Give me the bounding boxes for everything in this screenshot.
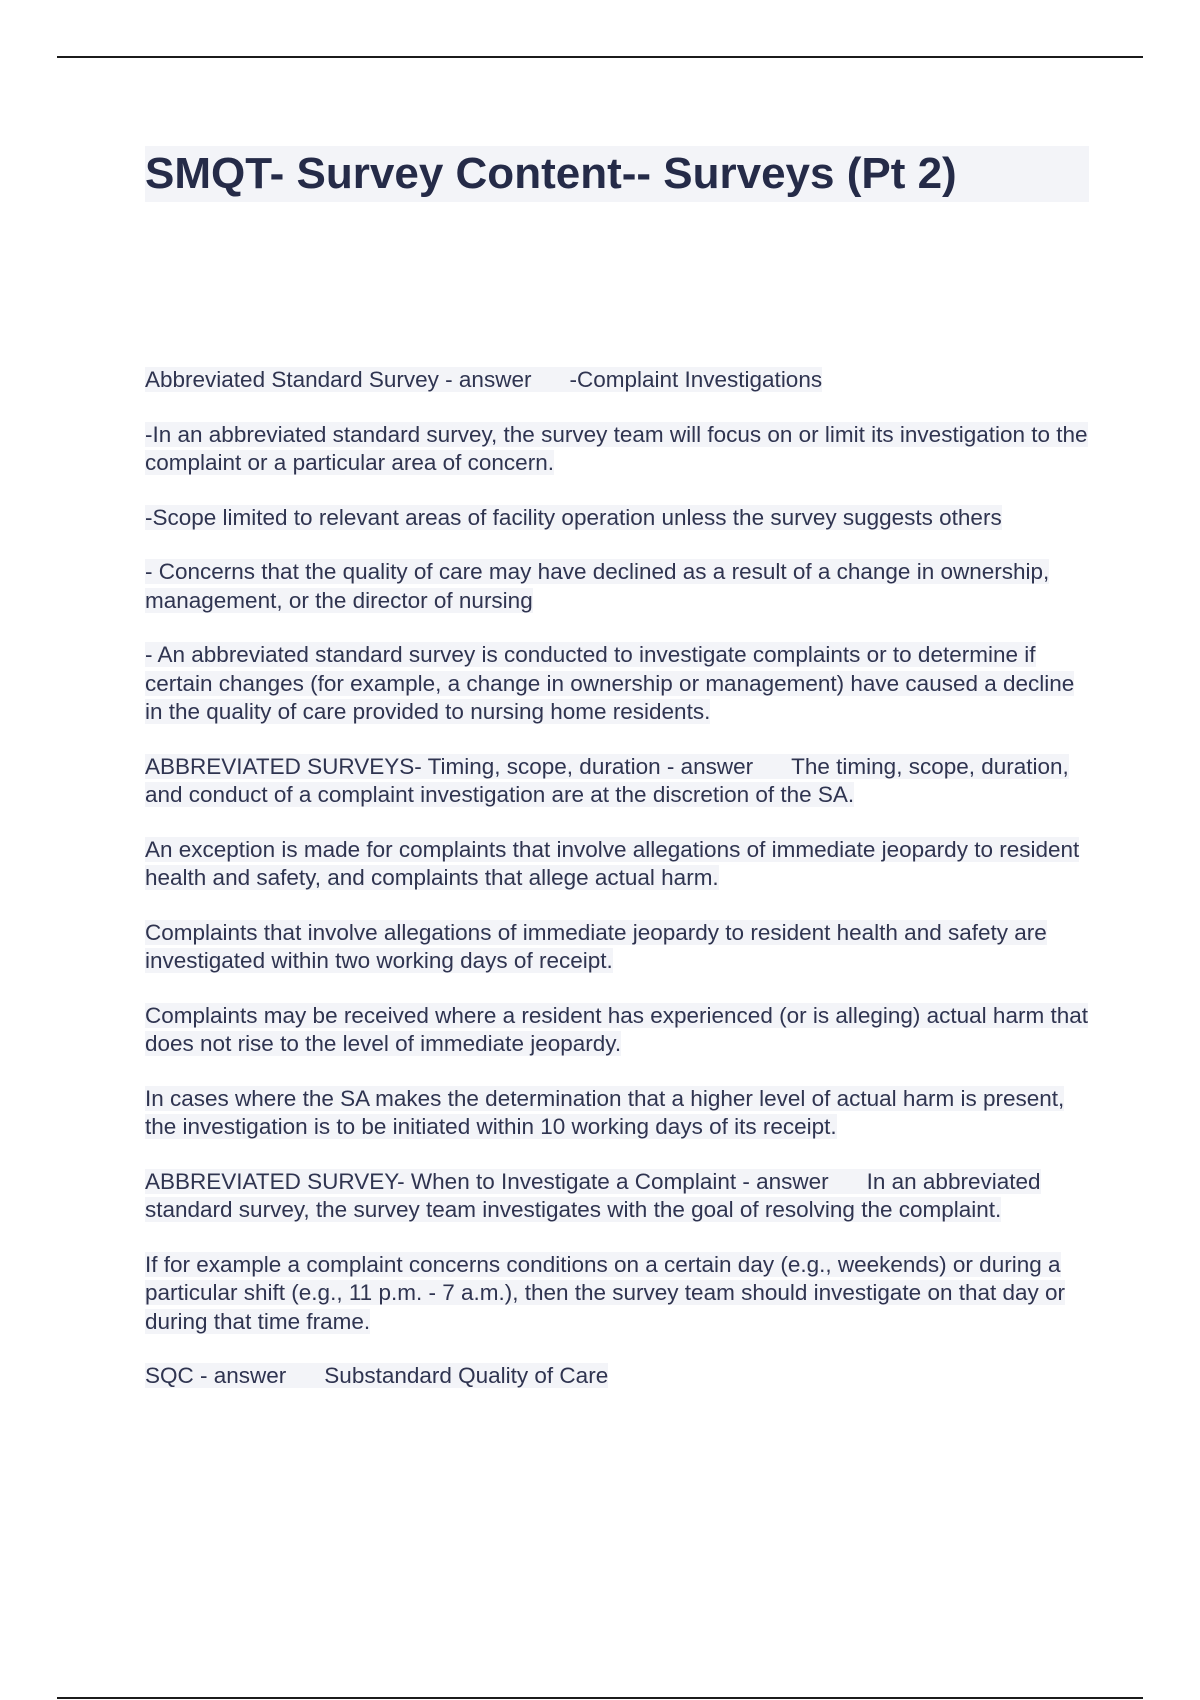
qa-term: SQC - answer [145, 1363, 287, 1388]
qa-paragraph: -Scope limited to relevant areas of facility operation unless the survey suggests others [145, 504, 1002, 530]
qa-paragraph: -In an abbreviated standard survey, the survey team will focus on or limit its investigation to the complaint or a particular area of concern. [145, 421, 1088, 475]
page-title: SMQT- Survey Content-- Surveys (Pt 2) [145, 149, 957, 198]
qa-entry-when-to-investigate [145, 1168, 1090, 1225]
qa-paragraph: If for example a complaint concerns conditions on a certain day (e.g., weekends) or during a particular shift (e.g., 11 p.m. - 7 a.m.), then the survey team should investigate on that day or during that time frame. [145, 1251, 1066, 1334]
qa-entry-abbreviated-surveys-timing [145, 753, 1090, 810]
bottom-rule [57, 1697, 1143, 1699]
qa-paragraph: - Concerns that the quality of care may have declined as a result of a change in ownership, management, or the director of nursing [145, 559, 1050, 613]
qa-term: ABBREVIATED SURVEY- When to Investigate a Complaint - answer [145, 1168, 829, 1194]
qa-term: Abbreviated Standard Survey - answer [145, 367, 532, 392]
qa-answer: Substandard Quality of Care [324, 1363, 609, 1388]
qa-paragraph: An exception is made for complaints that involve allegations of immediate jeopardy to resident health and safety, and complaints that allege actual harm. [145, 836, 1080, 890]
qa-term: ABBREVIATED SURVEYS- Timing, scope, duration - answer [145, 753, 754, 779]
document-body [145, 366, 1090, 1417]
qa-entry-sqc [145, 1362, 1090, 1391]
top-rule [57, 56, 1143, 58]
qa-entry-abbreviated-standard-survey [145, 366, 1090, 395]
qa-paragraph: - An abbreviated standard survey is conducted to investigate complaints or to determine if certain changes (for example, a change in ownership or management) have caused a decline in the quality of care provided to nursing home residents. [145, 642, 1075, 724]
qa-paragraph: In cases where the SA makes the determination that a higher level of actual harm is present, the investigation is to be initiated within 10 working days of its receipt. [145, 1085, 1065, 1139]
qa-answer: In an abbreviated standard survey, the survey team investigates with the goal of resolving the complaint. [145, 1168, 1041, 1222]
qa-answer: The timing, scope, duration, and conduct of a complaint investigation are at the discretion of the SA. [145, 753, 1069, 807]
qa-answer: -Complaint Investigations [569, 367, 823, 392]
qa-paragraph: Complaints that involve allegations of immediate jeopardy to resident health and safety are investigated within two working days of receipt. [145, 919, 1047, 973]
qa-paragraph: Complaints may be received where a resident has experienced (or is alleging) actual harm that does not rise to the level of immediate jeopardy. [145, 1002, 1088, 1056]
